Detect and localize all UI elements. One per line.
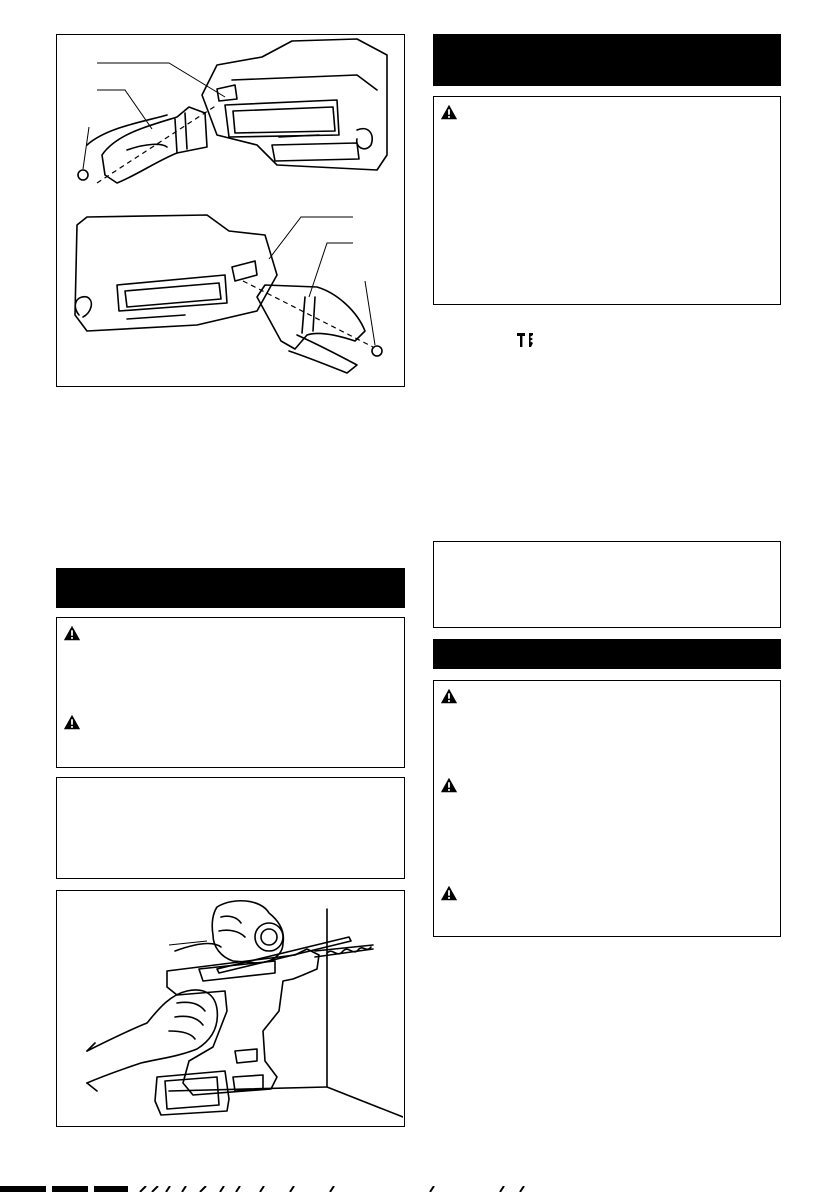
dust-cup-lower [257, 285, 365, 373]
dust-cover-attachment-figure [56, 34, 405, 387]
notice-box-left [56, 777, 405, 879]
section-heading-bar-left [56, 568, 405, 608]
warning-box-left [56, 617, 405, 768]
warning-box-right-top [433, 96, 781, 305]
dust-cover-attachment-illustration [57, 35, 403, 385]
hammer-drill-mode-icon [516, 331, 536, 349]
warning-triangle-icon [440, 884, 458, 902]
screw-upper [78, 170, 88, 180]
operation-illustration [57, 891, 403, 1125]
operation-figure [56, 890, 405, 1127]
tool-housing-lower [75, 215, 277, 331]
section-heading-bar-right-middle [433, 639, 781, 669]
tool-housing-upper [202, 39, 387, 170]
dust-cup-upper [87, 107, 207, 183]
warning-triangle-icon [63, 713, 81, 731]
screw-lower [372, 346, 382, 356]
rear-hand-arm [87, 990, 217, 1091]
warning-triangle-icon [63, 624, 81, 642]
section-heading-bar-right-top [433, 34, 781, 86]
warning-triangle-icon [440, 103, 458, 121]
warning-triangle-icon [440, 776, 458, 794]
warning-box-right-bottom [433, 680, 781, 937]
warning-triangle-icon [440, 687, 458, 705]
cropped-footer-text [0, 1186, 840, 1192]
side-grip-hand [175, 901, 283, 963]
notice-box-right [433, 541, 781, 628]
